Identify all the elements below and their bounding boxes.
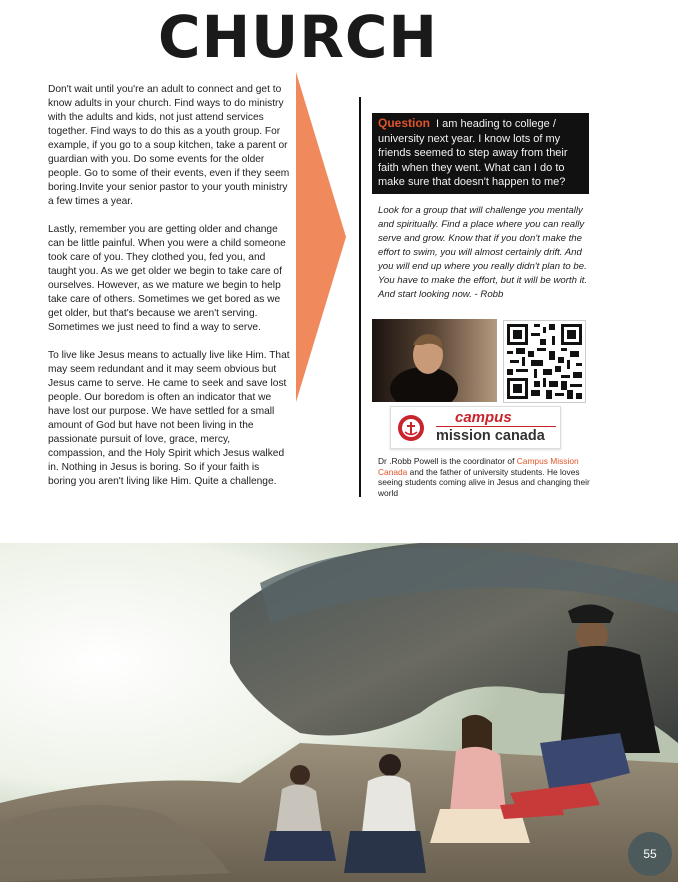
- answer-text: Look for a group that will challenge you mentally and spiritually. Find a place where you can really serve and grow. Know that if you don't make the effort to swim, you will almost certainly drift. And you will end up where you really didn't plan to be. You have to make the effort, but it will be worth it. And start looking now. - Robb: [378, 205, 588, 300]
- author-bio: [378, 456, 593, 498]
- campus-mission-logo-icon: [398, 415, 424, 441]
- question-box: [372, 113, 589, 194]
- bio-prefix: Dr .Robb Powell is the coordinator of: [378, 456, 517, 466]
- decorative-arrow: [296, 72, 348, 402]
- bio-suffix: and the father of university students. He loves seeing students coming alive in Jesus and changing their world: [378, 466, 590, 498]
- author-photo: [372, 319, 497, 402]
- article-body: [48, 83, 290, 503]
- logo-line-2: mission canada: [436, 426, 556, 445]
- qr-code-icon[interactable]: [503, 320, 586, 403]
- bio-org-link[interactable]: Campus Mission Canada: [378, 456, 579, 477]
- question-label: Question: [378, 116, 431, 130]
- group-photo: [0, 543, 678, 882]
- question-text: I am heading to college / university next year. I know lots of my friends seemed to step away from their faith when they went. What can I do to make sure that doesn't happen to me?: [378, 118, 568, 188]
- logo-line-1: campus: [455, 409, 512, 426]
- page-title: CHURCH: [158, 3, 438, 71]
- campus-mission-logo[interactable]: [390, 406, 561, 449]
- article-paragraph-3: To live like Jesus means to actually live like Him. That may seem redundant and it may seem obvious but Jesus came to serve. He came to seek and save lost people. Our boredom is often an indicator that we have lost our purpose. We have settled for a small amount of God but have not been living in the passionate pursuit of love, grace, mercy, compassion, and the Holy Spirit which Jesus walked in. Nothing in Jesus is boring. So if your faith is boring you aren't living like Him. Quite a challenge.: [48, 350, 290, 487]
- column-divider: [359, 97, 361, 497]
- page-number-badge: 55: [628, 832, 672, 876]
- article-paragraph-2: Lastly, remember you are getting older and change can be little painful. When you were a child someone took care of you. They clothed you, fed you, and taught you. As we get older we begin to take care of ourselves. However, as we mature we begin to help take care of others. Sometimes we get bored as we get older, but that's because we aren't serving. Sometimes we just need to find a way to serve.: [48, 224, 286, 333]
- article-paragraph-1: Don't wait until you're an adult to connect and get to know adults in your church. Find ways to do ministry with the adults and kids, not just attend services together. Find ways to do this as a youth group. For example, if you go to a soup kitchen, take a parent or guardian with you. Do some events for the older people. Go to some of their events, even if they seem boring.Invite your senior pastor to your youth ministry a few times a year.: [48, 84, 290, 207]
